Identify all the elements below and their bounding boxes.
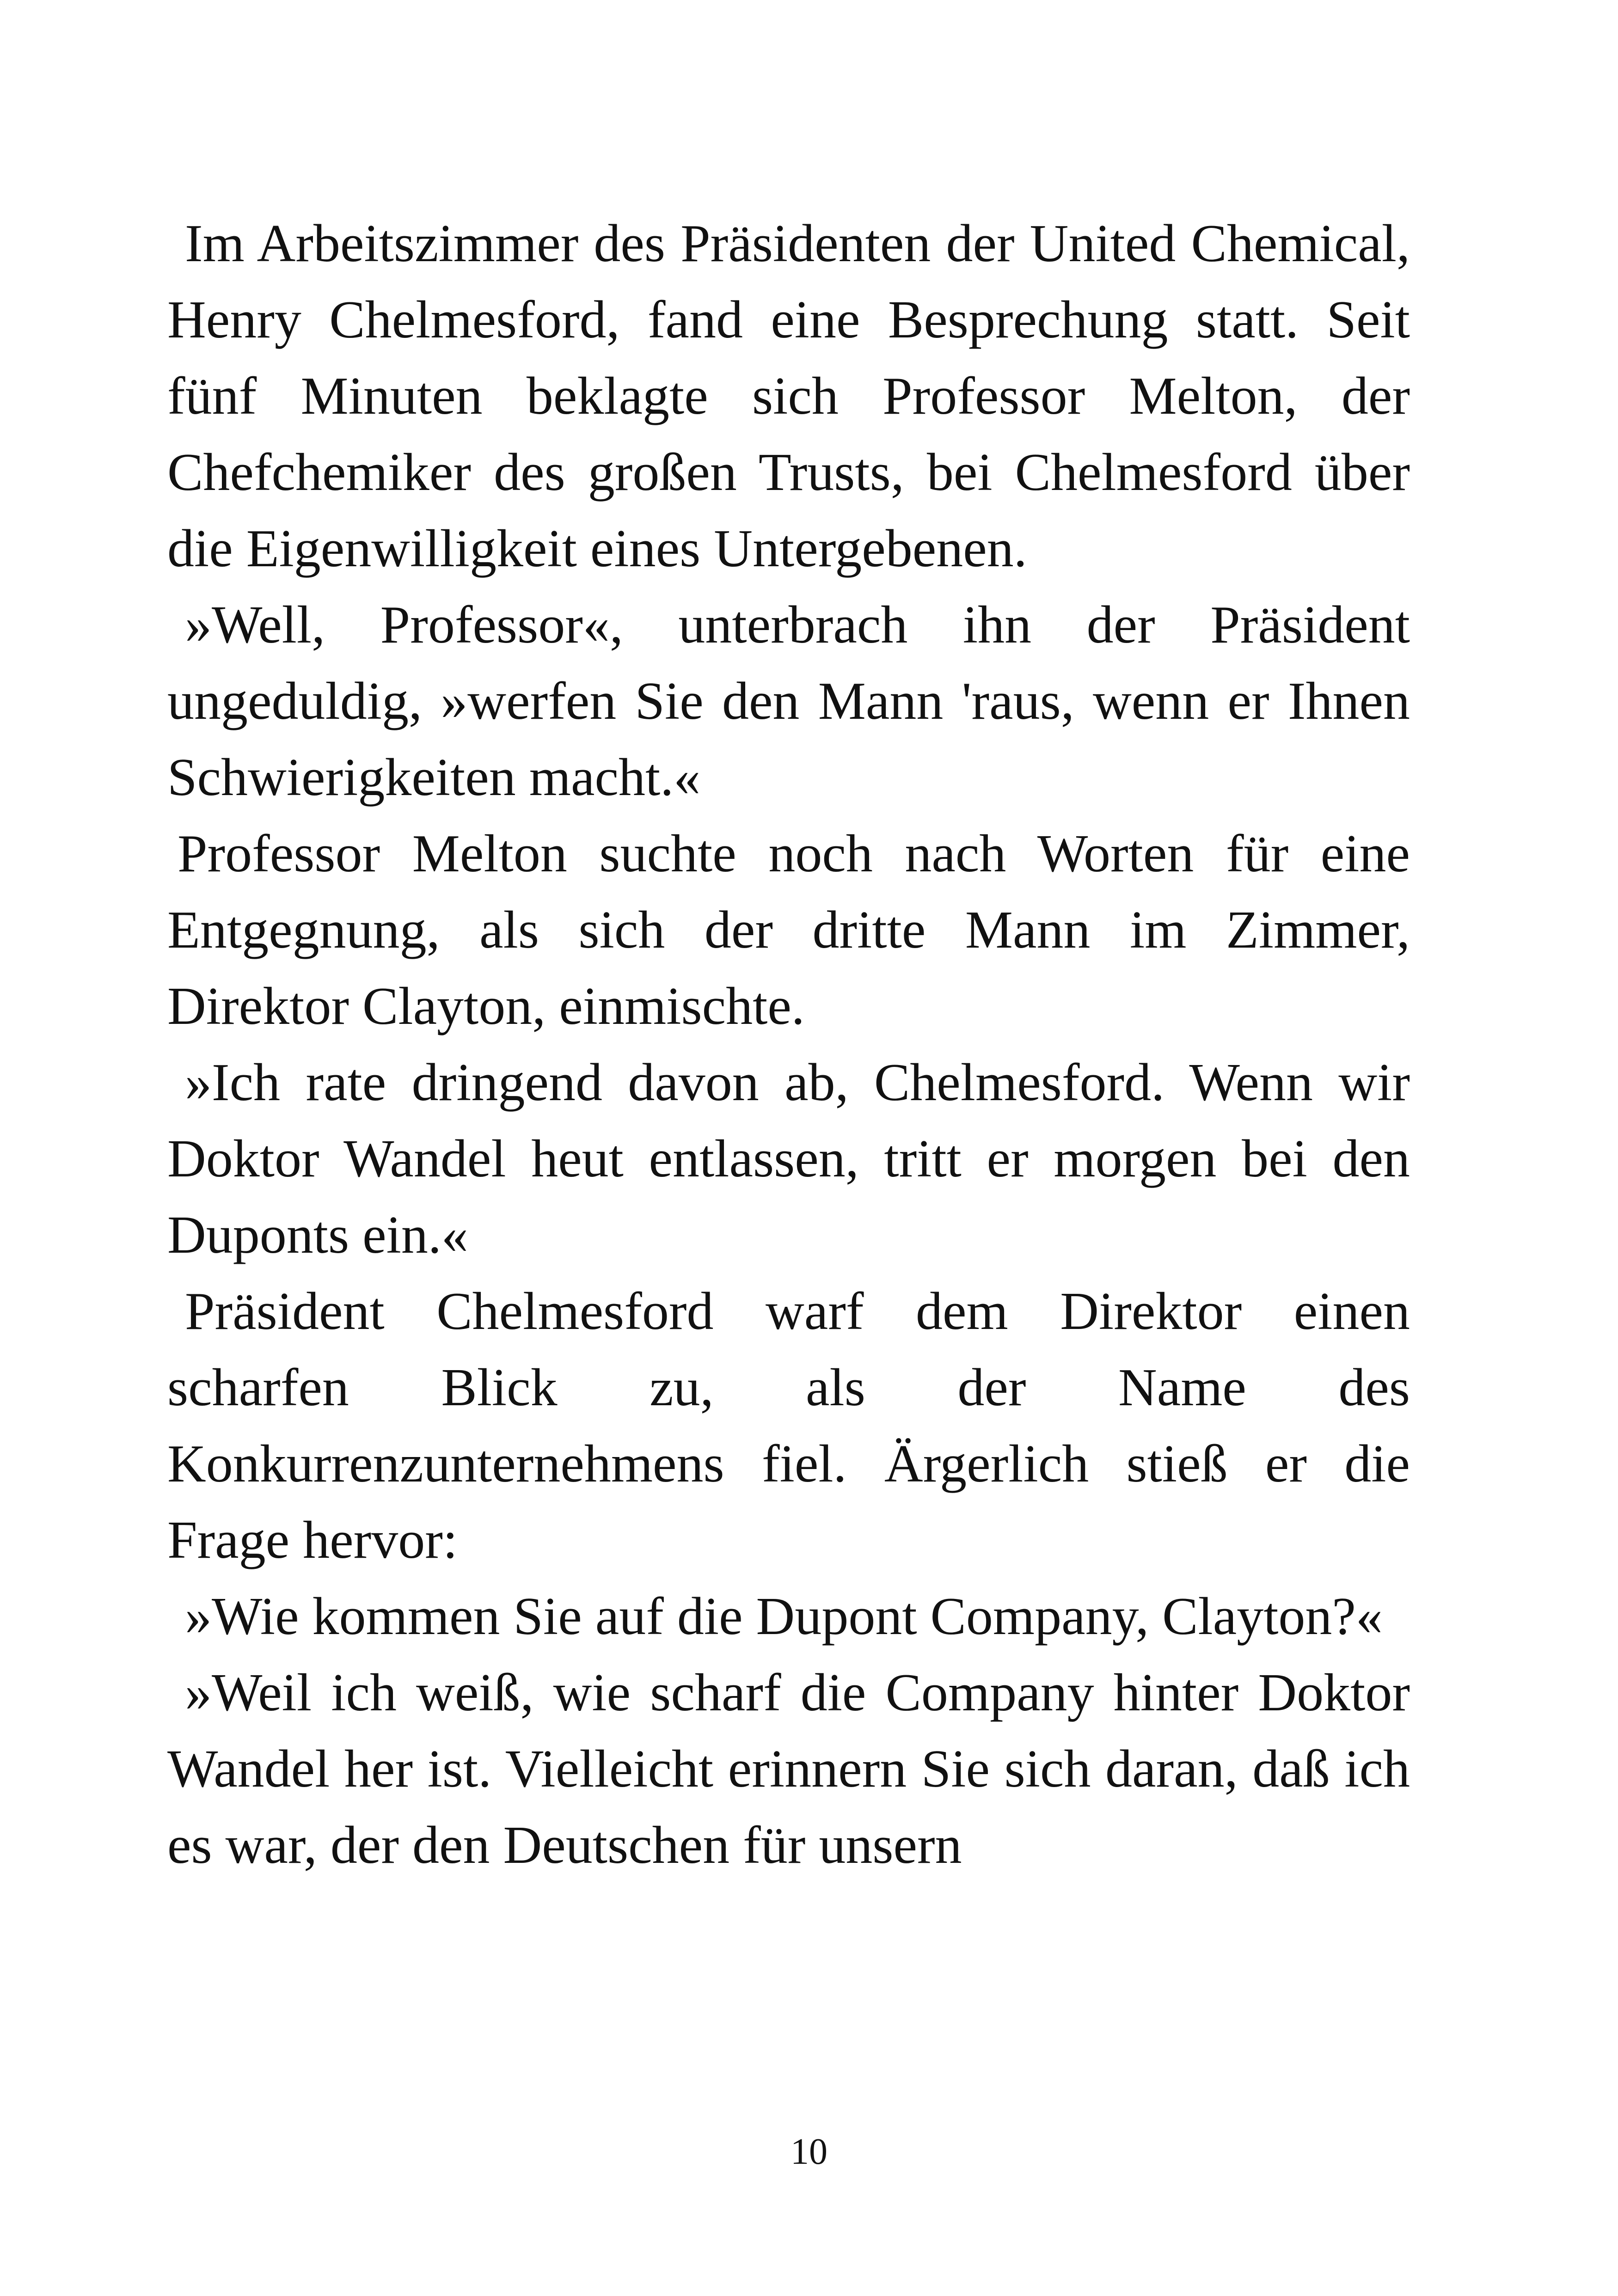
paragraph-5: Präsident Chelmesford warf dem Direktor einen scharfen Blick zu, als der Name des Konkurrenzunternehmens fiel. Ärgerlich stieß er die Frage hervor:	[167, 1282, 1410, 1570]
paragraph-4: »Ich rate dringend davon ab, Chelmesford. Wenn wir Doktor Wandel heut entlassen, tritt er morgen bei den Duponts ein.«	[167, 1053, 1410, 1265]
paragraph-3: Professor Melton suchte noch nach Worten für eine Entgegnung, als sich der dritte Mann im Zimmer, Direktor Clayton, einmischte.	[167, 824, 1410, 1036]
paragraph-2: »Well, Professor«, unterbrach ihn der Präsident ungeduldig, »werfen Sie den Mann 'raus, wenn er Ihnen Schwierigkeiten macht.«	[167, 595, 1410, 807]
paragraph-7: »Weil ich weiß, wie scharf die Company hinter Doktor Wandel her ist. Vielleicht erinnern Sie sich daran, daß ich es war, der den Deutschen für unsern	[167, 1663, 1410, 1875]
page-number: 10	[791, 2131, 827, 2172]
paragraph-1: Im Arbeitszimmer des Präsidenten der United Chemical, Henry Chelmesford, fand eine Besprechung statt. Seit fünf Minuten beklagte sich Professor Melton, der Chefchemiker des großen Trusts, bei Chelmesford über die Eigenwilligkeit eines Untergebenen.	[167, 214, 1410, 578]
body-text	[167, 206, 1410, 1884]
paragraph-6: »Wie kommen Sie auf die Dupont Company, Clayton?«	[185, 1587, 1383, 1646]
